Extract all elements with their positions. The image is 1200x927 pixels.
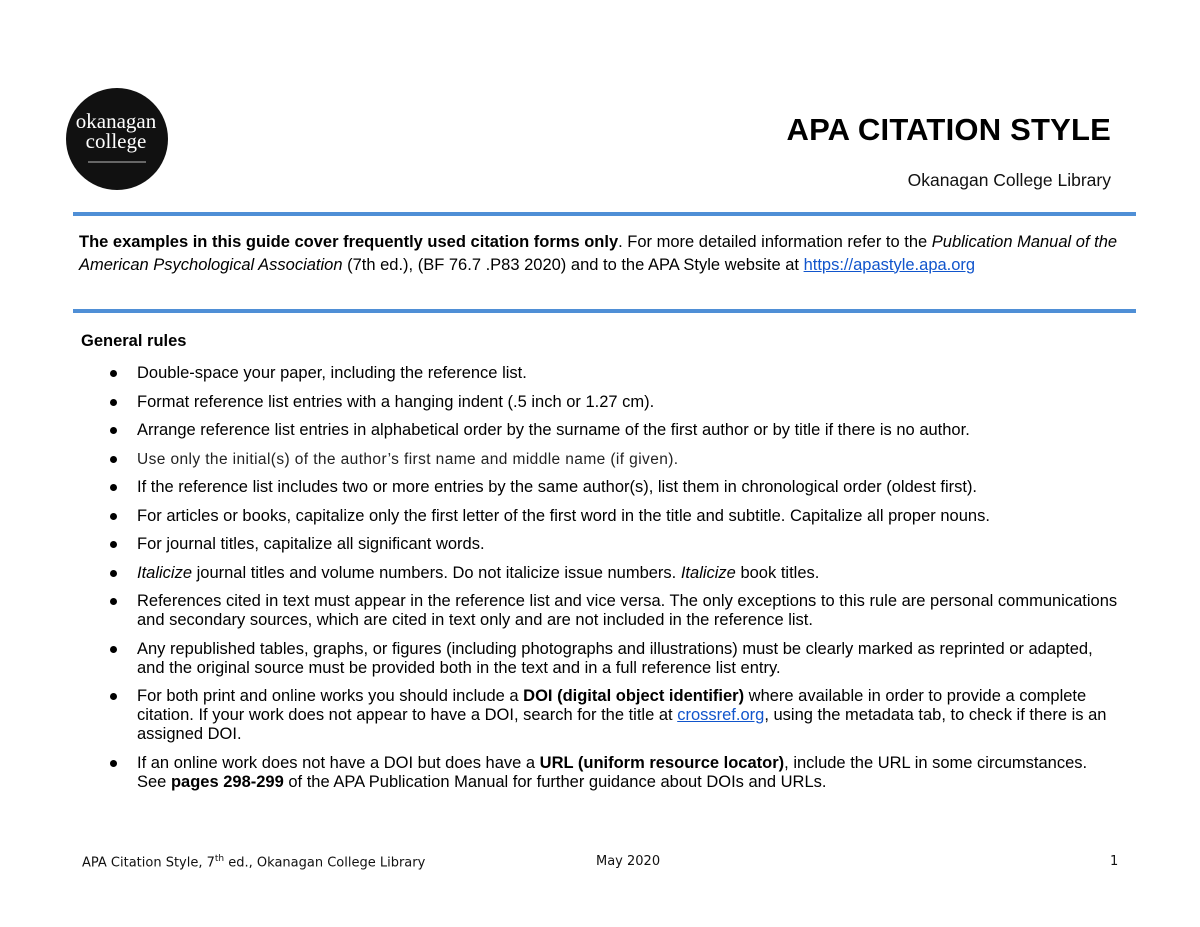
- intro-text-2: (7th ed.), (BF 76.7 .P83 2020) and to the APA Style website at: [342, 255, 804, 274]
- rule-item: If the reference list includes two or more entries by the same author(s), list them in chronological order (oldest first).: [110, 478, 1120, 497]
- rule-item: [110, 754, 1120, 792]
- footer-superscript: th: [214, 854, 225, 864]
- footer-text: ed., Okanagan College Library: [224, 855, 426, 871]
- italicize-word: Italicize: [137, 563, 193, 582]
- top-divider: [73, 212, 1136, 216]
- footer-page-number: 1: [1110, 854, 1119, 869]
- general-rules-list: [110, 364, 1120, 801]
- rule-item: [110, 564, 1120, 583]
- rule-item: Format reference list entries with a hanging indent (.5 inch or 1.27 cm).: [110, 393, 1120, 412]
- footer-document-info: [82, 854, 425, 870]
- intro-bold-lead: The examples in this guide cover frequently used citation forms only: [79, 233, 619, 251]
- footer-date: May 2020: [596, 854, 661, 869]
- rule-text: For both print and online works you should include a: [137, 687, 524, 705]
- rule-text: If an online work does not have a DOI but does have a: [137, 753, 540, 772]
- rule-item: For articles or books, capitalize only the first letter of the first word in the title and subtitle. Capitalize all proper nouns.: [110, 507, 1120, 526]
- rule-item: Double-space your paper, including the reference list.: [110, 364, 1120, 383]
- footer-text: APA Citation Style, 7: [82, 855, 215, 871]
- italicize-word: Italicize: [680, 563, 736, 582]
- logo-line1: okanagan: [75, 109, 157, 133]
- rule-text: , using the metadata tab, to check if there is an assigned DOI.: [137, 706, 1107, 743]
- crossref-link[interactable]: crossref.org: [677, 706, 765, 724]
- rule-item: References cited in text must appear in the reference list and vice versa. The only exceptions to this rule are personal communications and secondary sources, which are cited in text only and are not included in the reference list.: [110, 592, 1120, 630]
- rule-item: For journal titles, capitalize all significant words.: [110, 535, 1120, 554]
- bottom-divider: [73, 309, 1136, 313]
- rule-text: journal titles and volume numbers. Do not italicize issue numbers.: [192, 563, 681, 582]
- url-term: URL (uniform resource locator): [539, 753, 785, 772]
- rule-text: , include the URL in some circumstances. See: [137, 753, 1088, 791]
- rule-item: Use only the initial(s) of the author’s first name and middle name (if given).: [110, 450, 1120, 469]
- rule-text: book titles.: [735, 563, 820, 582]
- rule-item: [110, 687, 1120, 744]
- page-subtitle: Okanagan College Library: [907, 170, 1111, 190]
- rule-item: Arrange reference list entries in alphabetical order by the surname of the first author or by title if there is no author.: [110, 421, 1120, 440]
- intro-publication-title: Publication Manual of the American Psychological Association: [79, 233, 1118, 274]
- pages-reference: pages 298-299: [170, 772, 284, 791]
- apa-style-link[interactable]: https://apastyle.apa.org: [803, 255, 976, 274]
- intro-text-1: . For more detailed information refer to the: [618, 233, 932, 251]
- okanagan-college-logo: [66, 88, 168, 190]
- general-rules-heading: General rules: [81, 332, 187, 350]
- logo-line2: college: [85, 129, 147, 153]
- rule-item: Any republished tables, graphs, or figures (including photographs and illustrations) must be clearly marked as reprinted or adapted, and the original source must be provided both in the text and in a full reference list entry.: [110, 640, 1120, 678]
- rule-text: where available in order to provide a complete citation. If your work does not appear to have a DOI, search for the title at: [137, 687, 1087, 724]
- rule-text: of the APA Publication Manual for further guidance about DOIs and URLs.: [283, 772, 827, 791]
- page-title: APA CITATION STYLE: [786, 112, 1111, 147]
- doi-term: DOI (digital object identifier): [523, 687, 745, 705]
- intro-paragraph: [79, 231, 1129, 276]
